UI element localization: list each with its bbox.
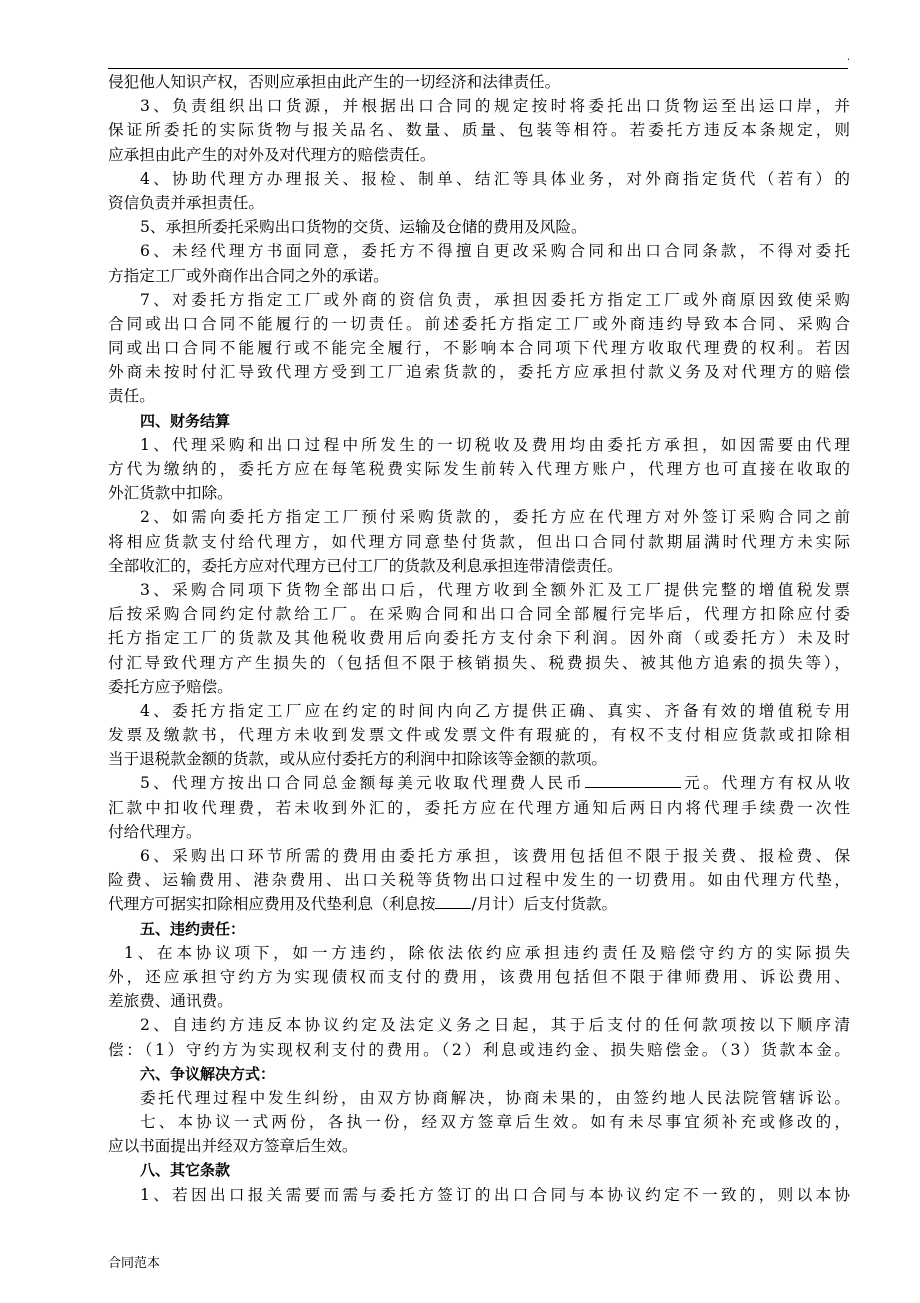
text-line <box>108 94 850 118</box>
text-line <box>108 941 850 965</box>
line-text: 托方指定工厂的货款及其他税收费用后向委托方支付余下利润。因外商（或委托方）未及时 <box>108 629 850 648</box>
text-line <box>108 1086 850 1110</box>
line-text: 发票及缴款书，代理方未收到发票文件或发票文件有瑕疵的，有权不支付相应货款或扣除相 <box>108 726 850 745</box>
text-line <box>108 288 850 312</box>
line-text: 资信负责并承担责任。 <box>108 193 264 212</box>
line-text: 6、未经代理方书面同意，委托方不得擅自更改采购合同和出口合同条款，不得对委托 <box>140 242 850 261</box>
line-text: 应承担由此产生的对外及对代理方的赔偿责任。 <box>108 145 436 164</box>
text-line <box>108 1013 850 1037</box>
section-heading <box>108 917 850 941</box>
section-heading <box>108 1158 850 1182</box>
line-text: 1、代理采购和出口过程中所发生的一切税收及费用均由委托方承担，如因需要由代理 <box>140 435 850 454</box>
line-text-continued: /月计）后支付货款。 <box>471 895 618 914</box>
line-text: 将相应货款支付给代理方，如代理方同意垫付货款，但出口合同付款期届满时代理方未实际 <box>108 532 850 551</box>
line-text: 外汇货款中扣除。 <box>108 484 233 503</box>
text-line <box>108 602 850 626</box>
line-text: 合同或出口合同不能履行的一切责任。前述委托方指定工厂或外商违约导致本合同、采购合 <box>108 314 850 333</box>
text-line <box>108 965 850 989</box>
line-text: 六、争议解决方式： <box>140 1064 276 1083</box>
line-text: 2、自违约方违反本协议约定及法定义务之日起，其于后支付的任何款项按以下顺序清 <box>140 1016 850 1035</box>
text-line <box>108 1038 850 1062</box>
line-text: 3、采购合同项下货物全部出口后，代理方收到全额外汇及工厂提供完整的增值税发票 <box>140 580 850 599</box>
line-text-continued: 元。代理方有权从收 <box>681 774 850 793</box>
text-line <box>108 530 850 554</box>
text-line <box>108 264 850 288</box>
text-line <box>108 796 850 820</box>
line-text: 4、协助代理方办理报关、报检、制单、结汇等具体业务，对外商指定货代（若有）的 <box>140 169 850 188</box>
text-line <box>108 844 850 868</box>
header-rule <box>108 68 848 69</box>
line-text: 七、本协议一式两份，各执一份，经双方签章后生效。如有未尽事宜须补充或修改的， <box>140 1113 850 1132</box>
text-line <box>108 481 850 505</box>
line-text: 委托代理过程中发生纠纷，由双方协商解决，协商未果的，由签约地人民法院管辖诉讼。 <box>140 1088 850 1107</box>
text-line <box>108 868 850 892</box>
line-text: 7、对委托方指定工厂或外商的资信负责，承担因委托方指定工厂或外商原因致使采购 <box>140 290 850 309</box>
text-line <box>108 143 850 167</box>
line-text: 1、若因出口报关需要而需与委托方签订的出口合同与本协议约定不一致的，则以本协 <box>140 1185 850 1204</box>
page-marker: . <box>846 52 850 63</box>
line-text: 6、采购出口环节所需的费用由委托方承担，该费用包括但不限于报关费、报检费、保 <box>140 847 850 865</box>
line-text: 方指定工厂或外商作出合同之外的承诺。 <box>108 266 389 285</box>
document-body <box>108 70 850 1207</box>
text-line <box>108 989 850 1013</box>
text-line <box>108 505 850 529</box>
line-text: 差旅费、通讯费。 <box>108 992 233 1011</box>
text-line <box>108 360 850 384</box>
line-text: 五、违约责任： <box>140 919 246 938</box>
line-text: 外商未按时付汇导致代理方受到工厂追索货款的，委托方应承担付款义务及对代理方的赔偿 <box>108 363 850 382</box>
text-line <box>108 118 850 142</box>
text-line <box>108 312 850 336</box>
line-text: 全部收汇的，委托方应对代理方已付工厂的货款及利息承担连带清偿责任。 <box>108 556 623 575</box>
line-text: 代理方可据实扣除相应费用及代垫利息（利息按 <box>108 895 436 914</box>
text-line <box>108 699 850 723</box>
text-line <box>108 384 850 408</box>
footer-label: 合同范本 <box>108 1256 161 1271</box>
line-text: 汇款中扣收代理费，若未收到外汇的，委托方应在代理方通知后两日内将代理手续费一次性 <box>108 798 850 817</box>
line-text: 当于退税款金额的货款，或从应付委托方的利润中扣除该等金额的款项。 <box>108 750 608 769</box>
line-text: 付汇导致代理方产生损失的（包括但不限于核销损失、税费损失、被其他方追索的损失等）， <box>108 653 850 672</box>
fill-in-blank <box>435 892 471 909</box>
line-text: 险费、运输费用、港杂费用、出口关税等货物出口过程中发生的一切费用。如由代理方代垫， <box>108 871 850 890</box>
line-text: 4、委托方指定工厂应在约定的时间内向乙方提供正确、真实、齐备有效的增值税专用 <box>140 701 850 720</box>
text-line <box>108 675 850 699</box>
text-line <box>108 70 850 94</box>
line-text: 应以书面提出并经双方签章后生效。 <box>108 1137 358 1156</box>
line-text: 八、其它条款 <box>140 1161 231 1180</box>
line-text: 四、财务结算 <box>140 411 231 430</box>
text-line <box>108 747 850 771</box>
text-line <box>108 820 850 844</box>
line-text: 侵犯他人知识产权，否则应承担由此产生的一切经济和法律责任。 <box>108 73 561 91</box>
text-line <box>108 771 850 795</box>
line-text: 方代为缴纳的，委托方应在每笔税费实际发生前转入代理方账户，代理方也可直接在收取的 <box>108 460 850 478</box>
text-line <box>108 1110 850 1134</box>
text-line <box>108 191 850 215</box>
text-line <box>108 892 850 916</box>
section-heading <box>108 409 850 433</box>
line-text: 同或出口合同不能履行或不能完全履行，不影响本合同项下代理方收取代理费的权利。若因 <box>108 339 850 358</box>
line-text: 后按采购合同约定付款给工厂。在采购合同和出口合同全部履行完毕后，代理方扣除应付委 <box>108 605 850 624</box>
text-line <box>108 457 850 481</box>
line-text: 1、在本协议项下，如一方违约，除依法依约应承担违约责任及赔偿守约方的实际损失 <box>124 943 850 962</box>
text-line <box>108 1183 850 1207</box>
line-text: 3、负责组织出口货源，并根据出口合同的规定按时将委托出口货物运至出运口岸，并 <box>140 97 850 116</box>
line-text: 偿：（1）守约方为实现权利支付的费用。（2）利息或违约金、损失赔偿金。（3）货款本金。 <box>108 1040 850 1059</box>
text-line <box>108 578 850 602</box>
line-text: 责任。 <box>108 387 155 406</box>
line-text: 外，还应承担守约方为实现债权而支付的费用，该费用包括但不限于律师费用、诉讼费用、 <box>108 967 850 986</box>
text-line <box>108 723 850 747</box>
text-line <box>108 554 850 578</box>
text-line <box>108 239 850 263</box>
text-line <box>108 215 850 239</box>
text-line <box>108 651 850 675</box>
line-text: 5、承担所委托采购出口货物的交货、运输及仓储的费用及风险。 <box>140 218 587 237</box>
line-text: 委托方应予赔偿。 <box>108 677 233 696</box>
text-line <box>108 167 850 191</box>
line-text: 付给代理方。 <box>108 822 202 841</box>
line-text: 5、代理方按出口合同总金额每美元收取代理费人民币 <box>140 774 585 793</box>
fill-in-blank <box>585 771 681 788</box>
text-line <box>108 336 850 360</box>
text-line <box>108 626 850 650</box>
section-heading <box>108 1062 850 1086</box>
text-line <box>108 1134 850 1158</box>
line-text: 保证所委托的实际货物与报关品名、数量、质量、包装等相符。若委托方违反本条规定，则 <box>108 121 850 140</box>
text-line <box>108 433 850 457</box>
line-text: 2、如需向委托方指定工厂预付采购货款的，委托方应在代理方对外签订采购合同之前 <box>140 508 850 527</box>
